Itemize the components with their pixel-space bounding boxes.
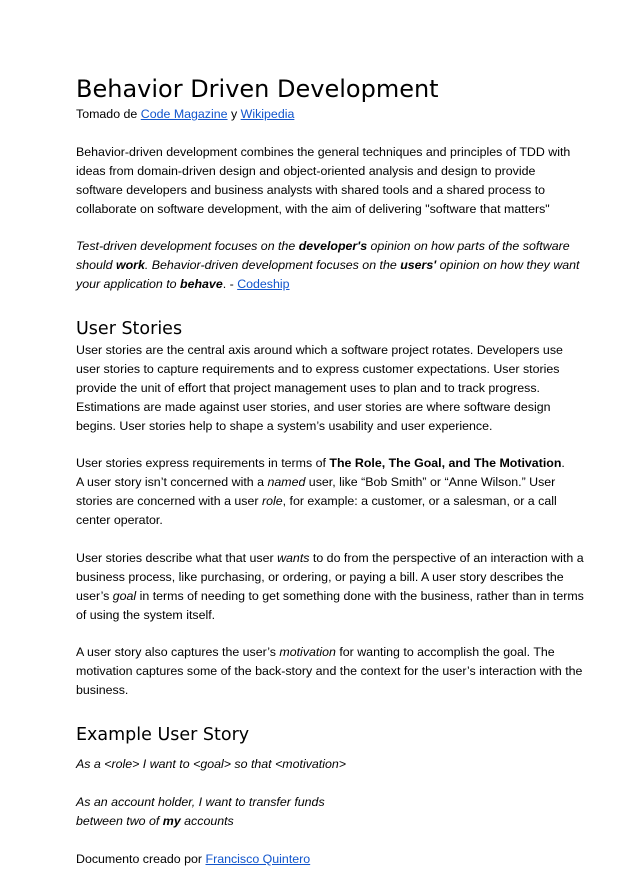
wikipedia-link[interactable]: Wikipedia (240, 107, 295, 121)
user-stories-paragraph-4 (76, 643, 584, 700)
quote-text-3: . Behavior-driven development focuses on the (144, 258, 401, 273)
footer-credit (76, 850, 584, 869)
author-link[interactable]: Francisco Quintero (205, 851, 311, 866)
code-magazine-link[interactable]: Code Magazine (140, 107, 228, 121)
story-template-text: As a <role> I want to <goal> so that <motivation> (76, 757, 347, 772)
footer-prefix: Documento creado por (76, 851, 206, 866)
example-line-1-text: As an account holder, I want to transfer funds (76, 795, 325, 809)
source-separator: y (227, 107, 241, 121)
quote-text-4: opinion on how they want your application to (76, 258, 580, 292)
user-stories-paragraph-3 (76, 549, 584, 625)
quote-bold-developers: developer's (298, 239, 368, 254)
quote-bold-users: users' (400, 258, 437, 273)
example-line-2a: between two of (76, 813, 163, 828)
user-stories-heading: User Stories (76, 319, 183, 340)
user-stories-paragraph-2b (76, 473, 584, 530)
quote-text-5: . - (222, 277, 238, 292)
para2-text-3: A user story isn’t concerned with a (76, 475, 268, 490)
quote-bold-work: work (115, 258, 145, 273)
para2-text-4: user, like “Bob Smith” or “Anne Wilson.” User stories are concerned with a user (76, 475, 556, 509)
page-title: Behavior Driven Development (76, 75, 439, 103)
quote-text-1: Test-driven development focuses on the (76, 239, 299, 254)
example-story-line-2 (76, 812, 584, 831)
para2-text-5: , for example: a customer, or a salesman, or a call center operator. (76, 494, 557, 528)
wants-emphasis: wants (277, 550, 310, 565)
example-line-2c: accounts (180, 813, 234, 828)
story-template (76, 755, 584, 774)
role-emphasis: role (261, 494, 283, 509)
bdd-quote (76, 237, 584, 294)
codeship-link[interactable]: Codeship (237, 277, 290, 292)
para3-text-1: User stories describe what that user (76, 550, 278, 565)
example-user-story-heading: Example User Story (76, 725, 250, 746)
motivation-emphasis: motivation (279, 645, 336, 660)
source-prefix: Tomado de (76, 107, 141, 121)
example-story-line-1 (76, 793, 584, 812)
para4-text-1: A user story also captures the user’s (76, 645, 280, 660)
named-emphasis: named (267, 475, 306, 490)
intro-paragraph: Behavior-driven development combines the general techniques and principles of TDD with ideas from domain-driven design and object-oriented analysis and design to provide software developers and business analysts with shared tools and a shared process to collaborate on software development, with the aim of delivering "software that matters" (76, 144, 571, 216)
my-emphasis: my (162, 813, 181, 828)
para2-text-1: User stories express requirements in terms of (76, 456, 330, 471)
quote-text-2: opinion on how parts of the software should (76, 239, 570, 273)
para2-text-2: . (561, 456, 565, 471)
para4-text-2: for wanting to accomplish the goal. The motivation captures some of the back-story and the context for the user’s interaction with the business. (76, 645, 583, 698)
user-stories-paragraph-2a (76, 454, 584, 473)
source-line (76, 105, 584, 124)
para3-text-3: in terms of needing to get something done with the business, rather than in terms of using the system itself. (76, 588, 584, 622)
document-page (76, 74, 584, 869)
quote-bold-behave: behave (180, 277, 223, 292)
goal-emphasis: goal (112, 588, 137, 603)
user-stories-paragraph-1: User stories are the central axis around which a software project rotates. Developers use user stories to capture requirements and to express customer expectations. User stories provide the unit of effort that project management uses to plan and to track progress. Estimations are made against user stories, and user stories are where software design begins. User stories help to shape a system’s usability and user experience. (76, 343, 563, 433)
para3-text-2: to do from the perspective of an interaction with a business process, like purchasing, or ordering, or paying a bill. A user story describes the user’s (76, 550, 584, 603)
role-goal-motivation: The Role, The Goal, and The Motivation (329, 456, 562, 471)
